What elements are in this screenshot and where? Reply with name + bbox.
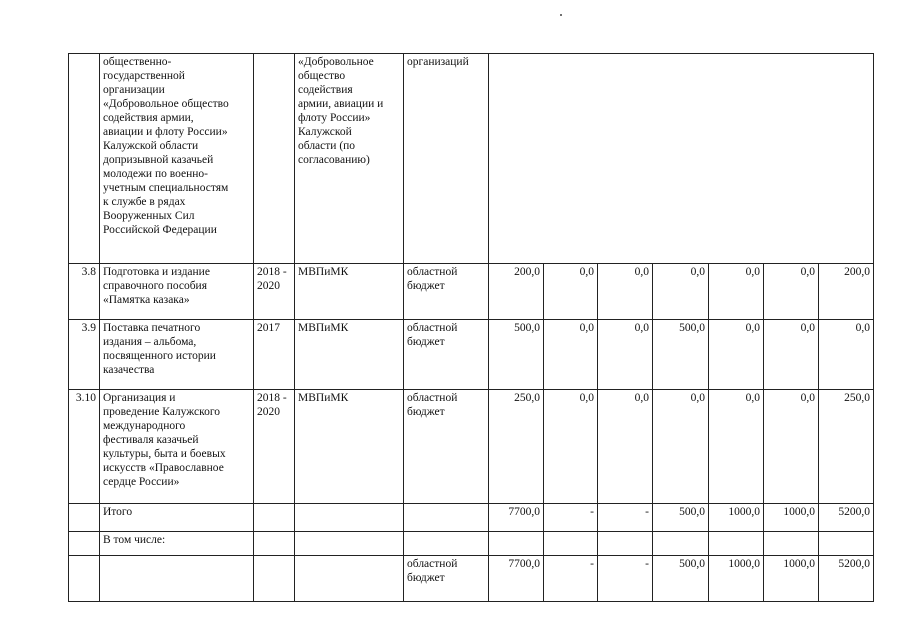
table-row — [69, 54, 874, 264]
row-value: 1000,0 — [764, 504, 819, 532]
row-name: общественно- государственной организации «Добровольное общество содействия армии, авиации и флоту России» Калужской области допризывной казачьей молодежи по военно- учетным специальностям к службе в рядах Вооруженных Сил Российской Федерации — [100, 54, 254, 264]
row-index — [69, 532, 100, 556]
table-row — [69, 264, 874, 320]
row-source: областной бюджет — [404, 556, 489, 602]
row-years — [254, 54, 295, 264]
row-value: - — [544, 556, 598, 602]
row-value: 0,0 — [653, 264, 709, 320]
table-row — [69, 556, 874, 602]
empty-cell — [653, 532, 709, 556]
empty-cell — [489, 532, 544, 556]
row-value: 5200,0 — [819, 556, 874, 602]
empty-cell — [764, 532, 819, 556]
row-source: областной бюджет — [404, 320, 489, 390]
row-value: 200,0 — [489, 264, 544, 320]
empty-cell — [598, 532, 653, 556]
row-value: 250,0 — [489, 390, 544, 504]
table-body — [69, 54, 874, 602]
row-name: В том числе: — [100, 532, 254, 556]
row-years — [254, 504, 295, 532]
row-index — [69, 504, 100, 532]
table-row — [69, 320, 874, 390]
row-value: 1000,0 — [709, 556, 764, 602]
row-value: 0,0 — [764, 390, 819, 504]
row-source: областной бюджет — [404, 264, 489, 320]
row-value: 7700,0 — [489, 556, 544, 602]
row-index: 3.8 — [69, 264, 100, 320]
row-executor: МВПиМК — [295, 320, 404, 390]
row-index: 3.10 — [69, 390, 100, 504]
row-value: 0,0 — [709, 264, 764, 320]
merged-empty-cell — [489, 54, 874, 264]
row-years — [254, 556, 295, 602]
row-value: - — [544, 504, 598, 532]
row-index: 3.9 — [69, 320, 100, 390]
row-years: 2018 - 2020 — [254, 264, 295, 320]
row-source: организаций — [404, 54, 489, 264]
row-value: 0,0 — [819, 320, 874, 390]
row-value: 0,0 — [709, 320, 764, 390]
row-value: 500,0 — [653, 320, 709, 390]
row-value: 0,0 — [544, 390, 598, 504]
empty-cell — [709, 532, 764, 556]
row-index — [69, 54, 100, 264]
row-value: 5200,0 — [819, 504, 874, 532]
row-value: 500,0 — [489, 320, 544, 390]
row-source: областной бюджет — [404, 390, 489, 504]
row-value: 500,0 — [653, 504, 709, 532]
row-executor: МВПиМК — [295, 390, 404, 504]
row-name — [100, 556, 254, 602]
row-value: 0,0 — [598, 390, 653, 504]
row-value: - — [598, 556, 653, 602]
row-years: 2018 - 2020 — [254, 390, 295, 504]
empty-cell — [819, 532, 874, 556]
row-value: 0,0 — [544, 320, 598, 390]
row-value: - — [598, 504, 653, 532]
budget-table — [68, 53, 874, 602]
row-name: Организация и проведение Калужского международного фестиваля казачьей культуры, быта и боевых искусств «Православное сердце России» — [100, 390, 254, 504]
row-executor — [295, 532, 404, 556]
row-executor: МВПиМК — [295, 264, 404, 320]
row-value: 250,0 — [819, 390, 874, 504]
empty-cell — [544, 532, 598, 556]
row-value: 0,0 — [764, 264, 819, 320]
row-value: 0,0 — [544, 264, 598, 320]
row-value: 200,0 — [819, 264, 874, 320]
table-row — [69, 532, 874, 556]
row-executor — [295, 556, 404, 602]
row-name: Итого — [100, 504, 254, 532]
row-value: 0,0 — [709, 390, 764, 504]
row-value: 0,0 — [598, 320, 653, 390]
row-executor — [295, 504, 404, 532]
row-value: 1000,0 — [764, 556, 819, 602]
row-index — [69, 556, 100, 602]
row-name: Подготовка и издание справочного пособия «Памятка казака» — [100, 264, 254, 320]
row-value: 0,0 — [764, 320, 819, 390]
row-years — [254, 532, 295, 556]
row-value: 500,0 — [653, 556, 709, 602]
row-value: 0,0 — [598, 264, 653, 320]
row-source — [404, 532, 489, 556]
row-value: 7700,0 — [489, 504, 544, 532]
row-source — [404, 504, 489, 532]
row-executor: «Добровольное общество содействия армии, авиации и флоту России» Калужской области (по согласованию) — [295, 54, 404, 264]
row-name: Поставка печатного издания – альбома, посвященного истории казачества — [100, 320, 254, 390]
table-row — [69, 504, 874, 532]
scan-speck — [560, 14, 562, 16]
row-value: 1000,0 — [709, 504, 764, 532]
row-value: 0,0 — [653, 390, 709, 504]
row-years: 2017 — [254, 320, 295, 390]
table-row — [69, 390, 874, 504]
